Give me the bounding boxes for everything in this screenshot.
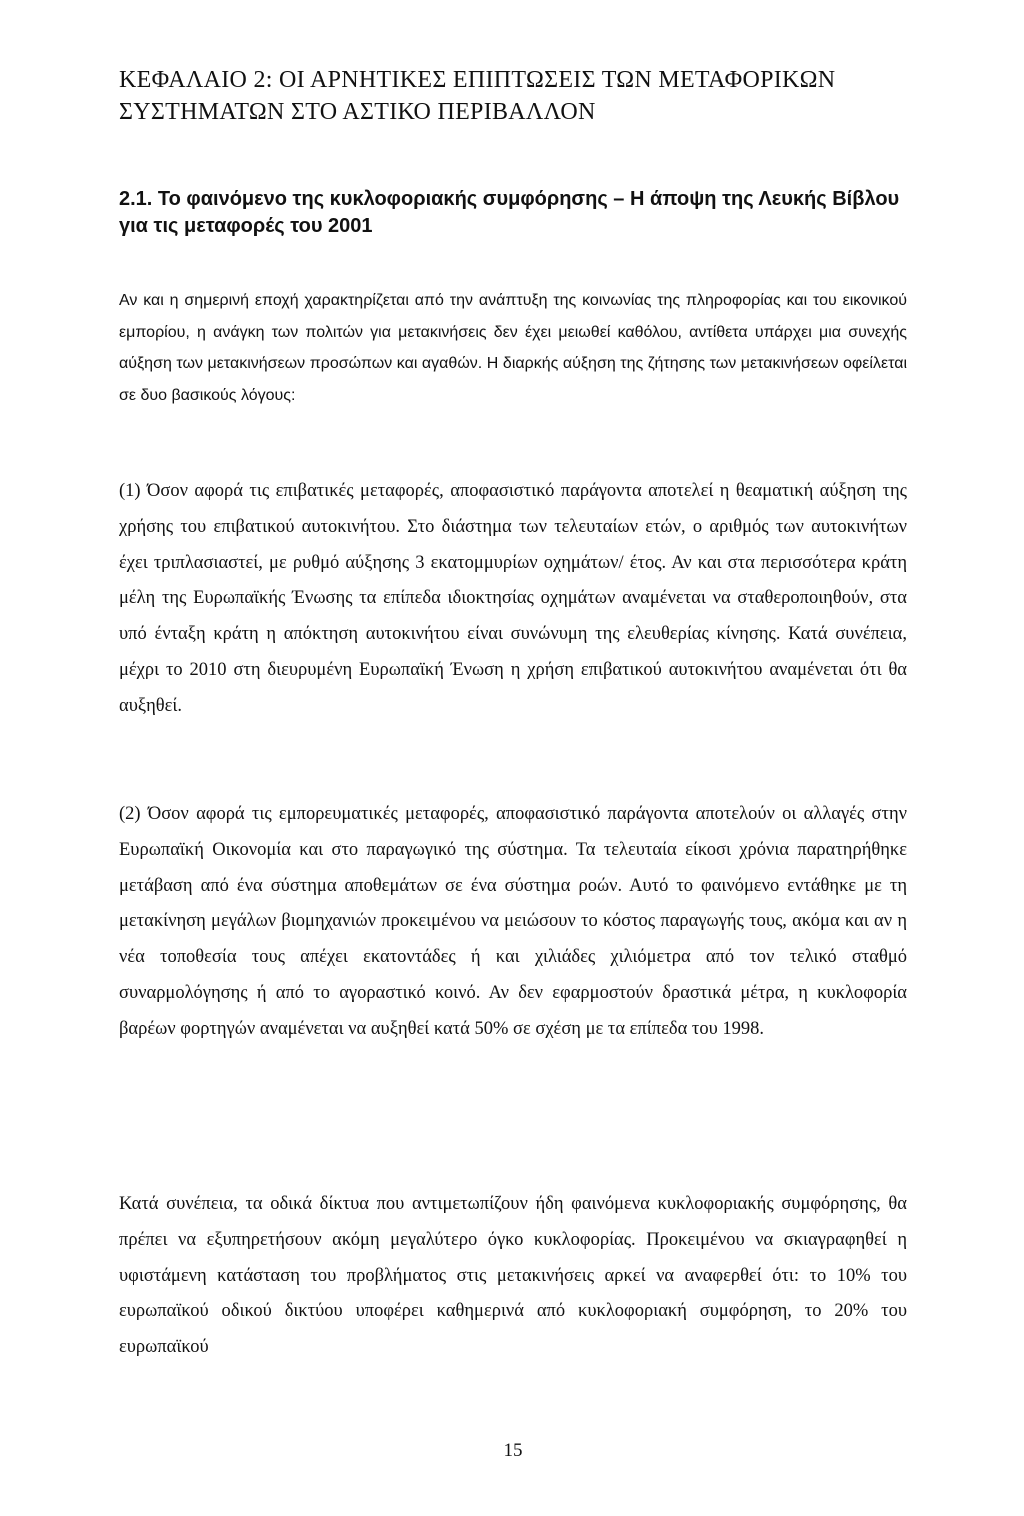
section-title: 2.1. Το φαινόμενο της κυκλοφοριακής συμφόρησης – Η άποψη της Λευκής Βίβλου για τις μεταφορές του 2001: [119, 188, 900, 237]
page-number: 15: [503, 1440, 523, 1461]
paragraph-conclusion: Κατά συνέπεια, τα οδικά δίκτυα που αντιμετωπίζουν ήδη φαινόμενα κυκλοφοριακής συμφόρησης, θα πρέπει να εξυπηρετήσουν ακόμη μεγαλύτερο όγκο κυκλοφορίας. Προκειμένου να σκιαγραφηθεί η υφιστάμενη κατάσταση του προβλήματος στις μετακινήσεις αρκεί να αναφερθεί ότι: το 10% του ευρωπαϊκού οδικού δικτύου υποφέρει καθημερινά από κυκλοφοριακή συμφόρηση, το 20% του ευρωπαϊκού: [119, 1194, 907, 1358]
intro-paragraph: Αν και η σημερινή εποχή χαρακτηρίζεται από την ανάπτυξη της κοινωνίας της πληροφορίας και του εικονικού εμπορίου, η ανάγκη των πολιτών για μετακινήσεις δεν έχει μειωθεί καθόλου, αντίθετα υπάρχει μια συνεχής αύξηση των μετακινήσεων προσώπων και αγαθών. Η διαρκής αύξηση της ζήτησης των μετακινήσεων οφείλεται σε δυο βασικούς λόγους:: [119, 292, 907, 404]
chapter-title: ΚΕΦΑΛΑΙΟ 2: ΟΙ ΑΡΝΗΤΙΚΕΣ ΕΠΙΠΤΩΣΕΙΣ ΤΩΝ ΜΕΤΑΦΟΡΙΚΩΝ ΣΥΣΤΗΜΑΤΩΝ ΣΤΟ ΑΣΤΙΚΟ ΠΕΡΙΒΑΛΛΟΝ: [119, 67, 836, 125]
paragraph-passenger-transport: (1) Όσον αφορά τις επιβατικές μεταφορές, αποφασιστικό παράγοντα αποτελεί η θεαματική αύξηση της χρήσης του επιβατικού αυτοκινήτου. Στο διάστημα των τελευταίων ετών, ο αριθμός των αυτοκινήτων έχει τριπλασιαστεί, με ρυθμό αύξησης 3 εκατομμυρίων οχημάτων/ έτος. Αν και στα περισσότερα κράτη μέλη της Ευρωπαϊκής Ένωσης τα επίπεδα ιδιοκτησίας οχημάτων αναμένεται να σταθεροποιηθούν, στα υπό ένταξη κράτη η απόκτηση αυτοκινήτου είναι συνώνυμη της ελευθερίας κίνησης. Κατά συνέπεια, μέχρι το 2010 στη διευρυμένη Ευρωπαϊκή Ένωση η χρήση επιβατικού αυτοκινήτου αναμένεται ότι θα αυξηθεί.: [119, 481, 907, 716]
paragraph-freight-transport: (2) Όσον αφορά τις εμπορευματικές μεταφορές, αποφασιστικό παράγοντα αποτελούν οι αλλαγές στην Ευρωπαϊκή Οικονομία και στο παραγωγικό της σύστημα. Τα τελευταία είκοσι χρόνια παρατηρήθηκε μετάβαση από ένα σύστημα αποθεμάτων σε ένα σύστημα ροών. Αυτό το φαινόμενο εντάθηκε με τη μετακίνηση μεγάλων βιομηχανιών προκειμένου να μειώσουν το κόστος παραγωγής τους, ακόμα και αν η νέα τοποθεσία τους απέχει εκατοντάδες ή και χιλιάδες χιλιόμετρα από τον τελικό σταθμό συναρμολόγησης ή από το αγοραστικό κοινό. Αν δεν εφαρμοστούν δραστικά μέτρα, η κυκλοφορία βαρέων φορτηγών αναμένεται να αυξηθεί κατά 50% σε σχέση με τα επίπεδα του 1998.: [119, 804, 907, 1039]
